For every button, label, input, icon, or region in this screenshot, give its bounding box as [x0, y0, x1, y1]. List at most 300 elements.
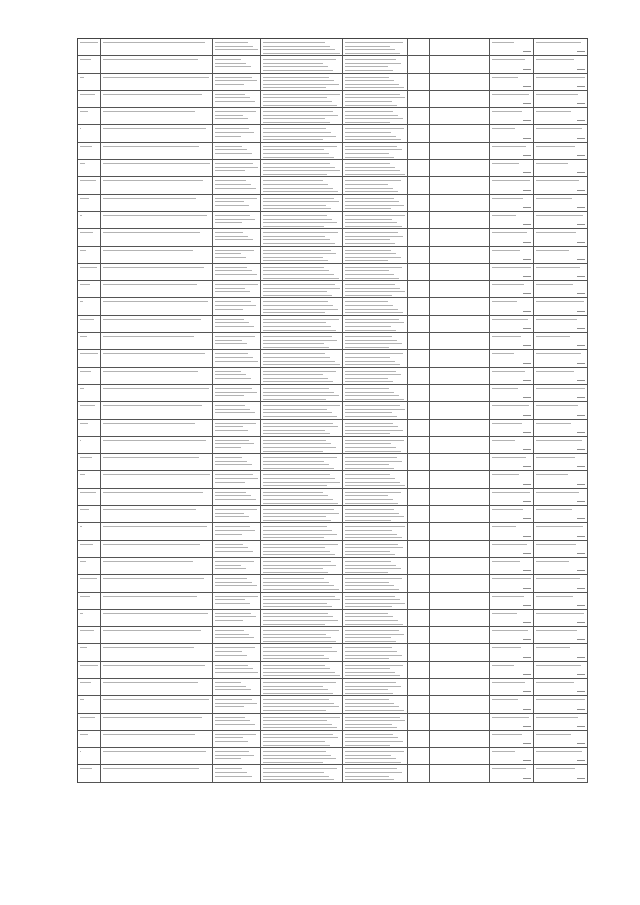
table-cell [534, 437, 588, 453]
table-cell [78, 437, 101, 453]
table-cell [534, 575, 588, 591]
illegible-text-line [215, 717, 245, 718]
illegible-text-line [345, 686, 401, 687]
table-cell [78, 316, 101, 332]
table-cell [534, 506, 588, 522]
table-cell [343, 523, 408, 539]
illegible-text-line [103, 77, 209, 78]
illegible-text-line [263, 516, 326, 517]
illegible-text-line [492, 146, 526, 147]
illegible-text-line [263, 703, 334, 704]
table-cell [213, 541, 261, 557]
table-cell [534, 91, 588, 107]
illegible-text-line [103, 682, 198, 683]
illegible-text-line [492, 405, 529, 406]
illegible-text-line [215, 257, 246, 258]
illegible-text-line [536, 474, 568, 475]
illegible-text-line [345, 416, 397, 417]
illegible-text-line [263, 191, 338, 192]
illegible-text-line [263, 361, 335, 362]
table-cell [408, 385, 430, 401]
illegible-text-line [492, 388, 518, 389]
illegible-text-line [492, 371, 525, 372]
illegible-text-line [215, 149, 247, 150]
table-cell [430, 39, 490, 55]
illegible-text-line [492, 440, 515, 441]
illegible-text-line [345, 751, 404, 752]
illegible-text-line [80, 578, 97, 579]
table-cell [101, 610, 213, 626]
illegible-text-line [345, 191, 398, 192]
illegible-text-line [103, 596, 197, 597]
illegible-text-line [263, 544, 338, 545]
illegible-text-line [263, 534, 337, 535]
illegible-text-line [263, 70, 333, 71]
illegible-text-line [345, 565, 396, 566]
illegible-text-line [263, 464, 329, 465]
illegible-text-line [80, 284, 90, 285]
illegible-text-line [536, 492, 579, 493]
table-cell [408, 523, 430, 539]
illegible-text-line [263, 139, 323, 140]
illegible-text-line [492, 77, 518, 78]
illegible-text-line [492, 665, 514, 666]
illegible-text-line [80, 509, 89, 510]
illegible-text-line [215, 239, 253, 240]
illegible-text-line [345, 97, 405, 98]
illegible-text-line [215, 492, 246, 493]
table-cell [343, 627, 408, 643]
illegible-number [577, 259, 585, 260]
table-cell [261, 748, 343, 764]
table-cell [430, 593, 490, 609]
illegible-text-line [345, 624, 403, 625]
table-cell [261, 91, 343, 107]
illegible-text-line [263, 647, 332, 648]
illegible-text-line [215, 516, 249, 517]
table-row [78, 575, 588, 592]
illegible-text-line [345, 526, 405, 527]
table-cell [213, 195, 261, 211]
illegible-number [523, 639, 531, 640]
illegible-text-line [215, 596, 258, 597]
table-cell [101, 195, 213, 211]
illegible-text-line [215, 340, 242, 341]
illegible-number [523, 397, 531, 398]
illegible-text-line [215, 582, 252, 583]
illegible-text-line [263, 128, 326, 129]
illegible-text-line [345, 260, 388, 261]
illegible-text-line [215, 222, 242, 223]
illegible-text-line [80, 180, 96, 181]
illegible-number [523, 415, 531, 416]
illegible-number [523, 501, 531, 502]
table-cell [343, 454, 408, 470]
illegible-text-line [263, 180, 323, 181]
table-cell [213, 765, 261, 781]
table-cell [343, 108, 408, 124]
table-cell [430, 212, 490, 228]
illegible-text-line [345, 309, 398, 310]
table-cell [408, 765, 430, 781]
table-row [78, 229, 588, 246]
table-cell [261, 368, 343, 384]
illegible-number [577, 190, 585, 191]
table-cell [213, 402, 261, 418]
illegible-text-line [215, 267, 247, 268]
illegible-text-line [345, 651, 397, 652]
illegible-text-line [80, 526, 82, 527]
illegible-number [523, 207, 531, 208]
table-cell [78, 212, 101, 228]
illegible-text-line [536, 596, 573, 597]
illegible-number [523, 328, 531, 329]
table-cell [490, 696, 534, 712]
illegible-text-line [345, 451, 401, 452]
table-cell [78, 558, 101, 574]
illegible-text-line [263, 374, 323, 375]
illegible-text-line [345, 537, 402, 538]
illegible-text-line [103, 630, 201, 631]
table-cell [408, 731, 430, 747]
table-row [78, 731, 588, 748]
illegible-text-line [103, 250, 193, 251]
illegible-text-line [536, 526, 583, 527]
illegible-text-line [103, 59, 198, 60]
illegible-text-line [536, 647, 570, 648]
illegible-text-line [345, 665, 403, 666]
illegible-text-line [80, 42, 98, 43]
illegible-text-line [215, 94, 245, 95]
illegible-text-line [263, 201, 339, 202]
table-cell [430, 696, 490, 712]
illegible-text-line [103, 526, 207, 527]
illegible-text-line [215, 689, 251, 690]
table-cell [408, 333, 430, 349]
table-cell [343, 437, 408, 453]
illegible-text-line [345, 305, 393, 306]
illegible-text-line [215, 409, 250, 410]
table-cell [101, 558, 213, 574]
table-cell [101, 247, 213, 263]
illegible-text-line [345, 572, 388, 573]
illegible-text-line [263, 495, 328, 496]
table-cell [101, 454, 213, 470]
illegible-number [523, 190, 531, 191]
illegible-text-line [103, 561, 193, 562]
illegible-text-line [345, 253, 396, 254]
table-cell [490, 247, 534, 263]
illegible-text-line [263, 665, 325, 666]
table-cell [261, 247, 343, 263]
table-cell [534, 368, 588, 384]
illegible-text-line [263, 405, 340, 406]
illegible-text-line [345, 734, 393, 735]
illegible-text-line [536, 613, 584, 614]
illegible-text-line [215, 395, 244, 396]
illegible-number [577, 328, 585, 329]
illegible-text-line [536, 267, 580, 268]
illegible-text-line [345, 274, 394, 275]
table-cell [490, 91, 534, 107]
table-cell [101, 731, 213, 747]
illegible-text-line [345, 768, 397, 769]
table-cell [213, 229, 261, 245]
illegible-text-line [263, 585, 334, 586]
illegible-text-line [103, 699, 209, 700]
illegible-text-line [215, 378, 251, 379]
illegible-text-line [345, 724, 392, 725]
illegible-text-line [345, 80, 394, 81]
table-row [78, 212, 588, 229]
illegible-number [577, 449, 585, 450]
illegible-text-line [263, 468, 334, 469]
illegible-text-line [215, 737, 243, 738]
table-cell [78, 91, 101, 107]
table-cell [343, 91, 408, 107]
table-row [78, 748, 588, 765]
table-cell [101, 74, 213, 90]
illegible-text-line [215, 309, 243, 310]
illegible-number [523, 345, 531, 346]
illegible-text-line [215, 412, 255, 413]
table-cell [343, 160, 408, 176]
illegible-number [523, 242, 531, 243]
table-cell [490, 212, 534, 228]
table-cell [261, 125, 343, 141]
table-cell [430, 765, 490, 781]
table-cell [343, 662, 408, 678]
illegible-text-line [345, 568, 401, 569]
illegible-text-line [215, 478, 258, 479]
table-cell [430, 575, 490, 591]
illegible-text-line [345, 741, 403, 742]
table-cell [343, 385, 408, 401]
illegible-text-line [345, 464, 389, 465]
illegible-text-line [263, 520, 331, 521]
illegible-text-line [215, 84, 244, 85]
table-cell [261, 39, 343, 55]
illegible-text-line [263, 526, 327, 527]
table-cell [430, 316, 490, 332]
illegible-text-line [263, 416, 337, 417]
illegible-text-line [263, 66, 328, 67]
table-cell [343, 316, 408, 332]
illegible-text-line [345, 208, 391, 209]
table-cell [78, 679, 101, 695]
illegible-text-line [345, 46, 390, 47]
illegible-text-line [215, 499, 256, 500]
table-cell [343, 610, 408, 626]
table-row [78, 437, 588, 454]
illegible-text-line [80, 751, 81, 752]
illegible-number [577, 501, 585, 502]
illegible-number [523, 69, 531, 70]
illegible-text-line [536, 232, 576, 233]
table-cell [534, 731, 588, 747]
table-row [78, 489, 588, 506]
illegible-text-line [80, 371, 91, 372]
illegible-text-line [345, 737, 398, 738]
illegible-number [523, 691, 531, 692]
illegible-number [523, 778, 531, 779]
table-cell [261, 108, 343, 124]
illegible-text-line [215, 357, 253, 358]
table-cell [490, 765, 534, 781]
illegible-text-line [345, 149, 402, 150]
illegible-text-line [103, 301, 208, 302]
illegible-text-line [263, 291, 327, 292]
table-cell [534, 281, 588, 297]
illegible-text-line [215, 49, 258, 50]
illegible-text-line [215, 153, 252, 154]
table-cell [430, 506, 490, 522]
illegible-number [577, 691, 585, 692]
table-cell [343, 74, 408, 90]
table-cell [343, 593, 408, 609]
table-cell [534, 350, 588, 366]
illegible-text-line [345, 485, 405, 486]
illegible-text-line [345, 347, 389, 348]
illegible-text-line [536, 42, 581, 43]
illegible-text-line [263, 686, 323, 687]
illegible-text-line [345, 668, 390, 669]
illegible-text-line [215, 741, 248, 742]
table-cell [101, 593, 213, 609]
illegible-text-line [345, 720, 405, 721]
table-cell [213, 91, 261, 107]
illegible-text-line [215, 343, 247, 344]
illegible-number [577, 778, 585, 779]
illegible-text-line [103, 474, 210, 475]
table-cell [430, 298, 490, 314]
table-cell [490, 679, 534, 695]
illegible-text-line [263, 693, 333, 694]
illegible-text-line [536, 751, 582, 752]
illegible-text-line [345, 516, 404, 517]
illegible-text-line [263, 582, 329, 583]
illegible-text-line [492, 301, 517, 302]
illegible-text-line [492, 492, 530, 493]
illegible-text-line [345, 291, 405, 292]
illegible-text-line [263, 371, 336, 372]
illegible-text-line [263, 554, 335, 555]
table-cell [78, 247, 101, 263]
illegible-number [523, 588, 531, 589]
illegible-text-line [103, 457, 199, 458]
table-cell [408, 281, 430, 297]
table-cell [213, 298, 261, 314]
illegible-number [577, 155, 585, 156]
table-cell [430, 420, 490, 436]
illegible-text-line [215, 447, 241, 448]
illegible-text-line [263, 720, 327, 721]
table-cell [343, 143, 408, 159]
illegible-text-line [103, 768, 199, 769]
table-cell [261, 281, 343, 297]
table-cell [534, 333, 588, 349]
illegible-text-line [536, 94, 578, 95]
table-cell [490, 39, 534, 55]
table-cell [534, 229, 588, 245]
illegible-text-line [345, 613, 388, 614]
illegible-text-line [80, 353, 98, 354]
illegible-text-line [536, 630, 577, 631]
table-cell [261, 679, 343, 695]
table-cell [490, 714, 534, 730]
illegible-text-line [345, 136, 396, 137]
table-cell [213, 143, 261, 159]
illegible-text-line [263, 87, 326, 88]
table-cell [101, 523, 213, 539]
illegible-text-line [345, 184, 388, 185]
table-cell [78, 368, 101, 384]
illegible-text-line [263, 84, 339, 85]
table-cell [430, 627, 490, 643]
illegible-text-line [263, 267, 324, 268]
table-cell [101, 714, 213, 730]
table-cell [430, 558, 490, 574]
table-cell [343, 575, 408, 591]
illegible-text-line [263, 606, 332, 607]
illegible-text-line [263, 565, 336, 566]
table-cell [343, 714, 408, 730]
illegible-text-line [263, 513, 339, 514]
illegible-number [523, 380, 531, 381]
table-cell [261, 506, 343, 522]
table-row [78, 177, 588, 194]
illegible-text-line [80, 699, 84, 700]
illegible-text-line [345, 374, 401, 375]
illegible-text-line [536, 163, 568, 164]
illegible-text-line [215, 66, 251, 67]
illegible-text-line [103, 267, 204, 268]
illegible-text-line [345, 250, 391, 251]
illegible-text-line [263, 101, 332, 102]
table-cell [408, 350, 430, 366]
table-cell [101, 385, 213, 401]
illegible-text-line [215, 772, 247, 773]
illegible-text-line [103, 180, 203, 181]
table-cell [101, 765, 213, 781]
illegible-text-line [345, 322, 404, 323]
illegible-text-line [345, 301, 388, 302]
table-cell [213, 160, 261, 176]
illegible-number [577, 293, 585, 294]
table-cell [490, 575, 534, 591]
table-cell [101, 696, 213, 712]
table-cell [101, 281, 213, 297]
table-cell [490, 454, 534, 470]
illegible-text-line [345, 582, 389, 583]
illegible-text-line [345, 53, 400, 54]
table-cell [101, 56, 213, 72]
illegible-text-line [345, 637, 391, 638]
illegible-text-line [215, 561, 254, 562]
illegible-text-line [536, 734, 571, 735]
table-cell [101, 125, 213, 141]
illegible-text-line [345, 180, 401, 181]
illegible-number [523, 605, 531, 606]
illegible-text-line [345, 589, 399, 590]
table-cell [343, 679, 408, 695]
table-cell [408, 91, 430, 107]
illegible-text-line [103, 215, 207, 216]
table-cell [430, 350, 490, 366]
table-cell [101, 212, 213, 228]
table-cell [101, 316, 213, 332]
illegible-number [577, 86, 585, 87]
